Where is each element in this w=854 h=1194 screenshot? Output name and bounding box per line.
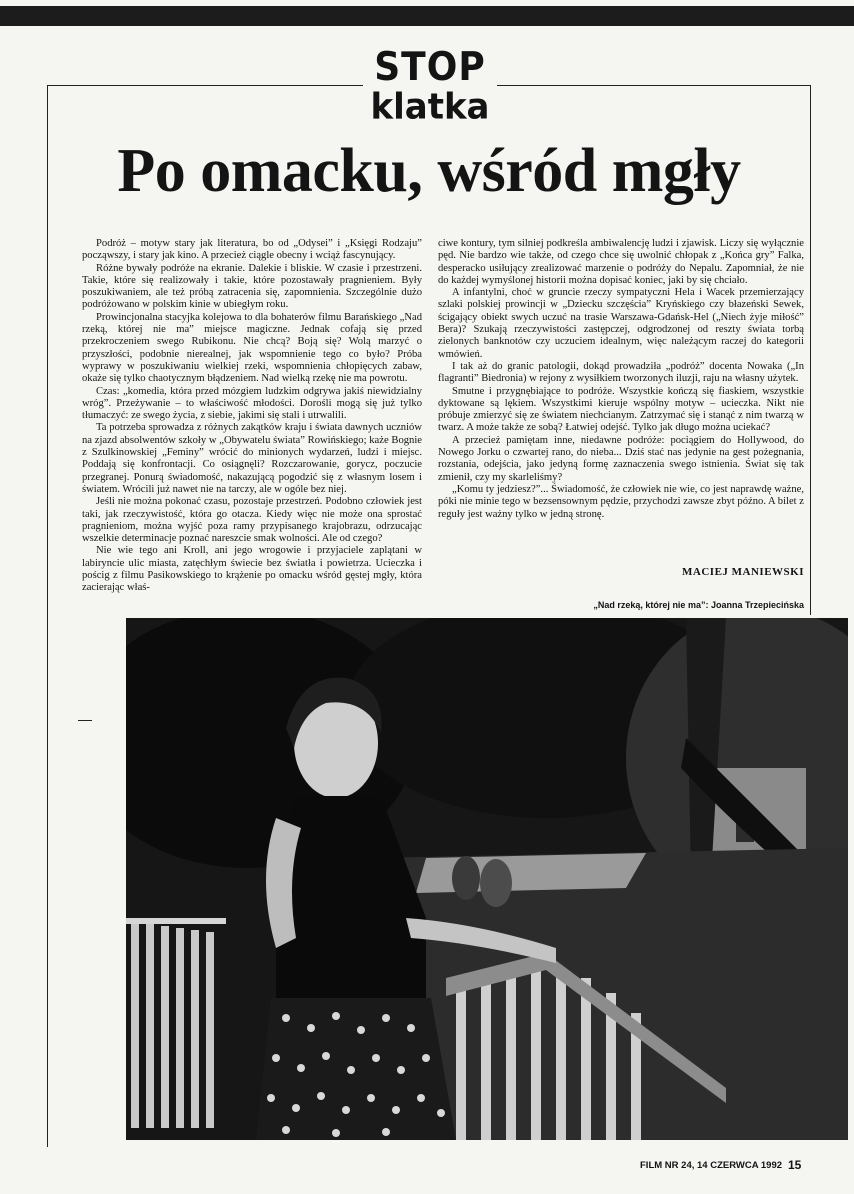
author-byline: MACIEJ MANIEWSKI [682, 566, 804, 578]
paragraph: Smutne i przygnębiające to podróże. Wszystkie kończą się fiaskiem, wszystkie dyktowane są lękiem. Wszystkimi kieruje wspólny motyw – ucieczka. Nikt nie próbuje zmierzyć się ze światem niechcianym. Zatrzymać się i stanąć z nim twarzą w twarz. A może także ze sobą? Łatwiej odejść. Tylko jak długo można uciekać? [438, 385, 804, 434]
photo-caption: „Nad rzeką, której nie ma”: Joanna Trzepiecińska [593, 600, 804, 610]
section-title [360, 44, 500, 128]
frame-line-right [810, 85, 811, 615]
page-number: 15 [788, 1158, 802, 1172]
paragraph: A infantylni, choć w gruncie rzeczy sympatyczni Hela i Wacek przemierzający szlaki polskiej prowincji w „Dziecku szczęścia” Kryńskiego czy błazeński Sewek, ścigający obiekt swych uczuć na trasie Warszawa-Gdańsk-Hel („Niech żyje miłość” Bera)? Szukają rzeczywistości zastępczej, odgrodzonej od reszty świata torbą zielonych banknotów czy uczuciem idealnym, więc należącym raczej do kategorii wmówień. [438, 287, 804, 360]
paragraph: ciwe kontury, tym silniej podkreśla ambiwalencję ludzi i zjawisk. Liczy się wyłącznie pęd. Nie bardzo wie także, od czego chce się uwolnić chłopak z „Końca gry” Falka, desperacko usiłujący zrealizować marzenie o podróży do Nepalu. Zapomniał, że nie do każdej wymyślonej historii można dopisać koniec, jaki by się chciało. [438, 238, 804, 286]
paragraph: I tak aż do granic patologii, dokąd prowadziła „podróż” docenta Nowaka („In flagranti” Biedronia) w rejony z wysiłkiem tworzonych iluzji, raju na własny użytek. [438, 360, 804, 385]
margin-mark [78, 720, 92, 721]
article-headline: Po omacku, wśród mgły [117, 137, 741, 205]
paragraph: A przecież pamiętam inne, niedawne podróże: pociągiem do Hollywood, do Nowego Jorku o czwartej rano, do nieba... Dziś stać nas jedynie na gest pożegnania, rozstania, odejścia, jako jedyną formę zaznaczenia swego istnienia. Świat się tak zmienił, czy my skarleliśmy? [438, 434, 804, 483]
paragraph: Czas: „komedia, która przed mózgiem ludzkim odgrywa jakiś niewidzialny wróg”. Przeżywanie – to właściwość młodości. Dorośli mogą się już tylko tłumaczyć: ze swego życia, z siebie, jakimi się stali i utrwalili. [82, 385, 422, 422]
left-column [82, 238, 422, 595]
section-title-line1: STOP [374, 44, 486, 90]
right-column [438, 238, 804, 521]
film-still-photo [126, 618, 848, 1140]
paragraph: Ta potrzeba sprowadza z różnych zakątków kraju i świata dawnych uczniów na zjazd absolwentów szkoły w „Obywatelu świata” Rowińskiego; każe Bognie z Szulkinowskiej „Feminy” wrócić do minionych wydarzeń, ludzi i miejsc. Poddają się konfrontacji. Co osiągnęli? Rozczarowanie, gorycz, poczucie przegranej. Ponurą świadomość, nakazującą pogodzić się z własnym losem i światem. Wrócili już nawet nie na tarczy, ale w ogóle bez niej. [82, 422, 422, 495]
frame-line-top-right [497, 85, 811, 86]
top-margin [0, 0, 854, 6]
paragraph: Prowincjonalna stacyjka kolejowa to dla bohaterów filmu Barańskiego „Nad rzeką, której nie ma” miejsce magiczne. Jednak cofają się przed przekroczeniem swego Rubikonu. Nie chcą? Boją się? Wolą marzyć o przyszłości, podobnie nierealnej, jak wspomnienie tego co było? Próba wyprawy w poszukiwaniu wielkiej rzeki, wspomnienia chłopięcych zabaw, okaże się tylko chaotycznym błądzeniem. Nad wielką rzekę nie ma powrotu. [82, 311, 422, 385]
paragraph: „Komu ty jedziesz?”... Świadomość, że człowiek nie wie, co jest naprawdę ważne, póki nie minie tego w bezsensownym pędzie, przychodzi zawsze zbyt późno. A bilet z reguły jest ważny tylko w jedną stronę. [438, 483, 804, 520]
photo-illustration [126, 618, 848, 1140]
frame-line-top-left [47, 85, 363, 86]
paragraph: Różne bywały podróże na ekranie. Dalekie i bliskie. W czasie i przestrzeni. Takie, które się realizowały i takie, które pozostawały pragnieniem. Były poszukiwaniem, ale też próbą zatracenia się, zapomnienia. Szczególnie dużo podróżowano w polskim kinie w ubiegłym roku. [82, 262, 422, 311]
footer-issue-info: FILM NR 24, 14 CZERWCA 1992 [640, 1160, 783, 1171]
paragraph: Jeśli nie można pokonać czasu, pozostaje przestrzeń. Podobno człowiek jest taki, jak rzeczywistość, która go otacza. Kiedy więc nie może ona sprostać pragnieniom, można wyjść poza ramy przypisanego krajobrazu, odrzucając wszelkie determinacje poznać nareszcie smak wolności. Ale od czego? [82, 496, 422, 545]
section-title-line2: klatka [370, 86, 490, 128]
paragraph: Nie wie tego ani Kroll, ani jego wrogowie i przyjaciele zaplątani w labiryncie ulic miasta, zatęchłym świecie bez światła i powietrza. Ucieczka i pościg z filmu Pasikowskiego to krążenie po omacku wśród gęstej mgły, która zacierając właś- [82, 545, 422, 594]
frame-line-left [47, 85, 48, 1147]
paragraph: Podróż – motyw stary jak literatura, bo od „Odysei” i „Księgi Rodzaju” począwszy, i stary jak kino. A przecież ciągle obecny i wciąż fascynujący. [82, 238, 422, 262]
